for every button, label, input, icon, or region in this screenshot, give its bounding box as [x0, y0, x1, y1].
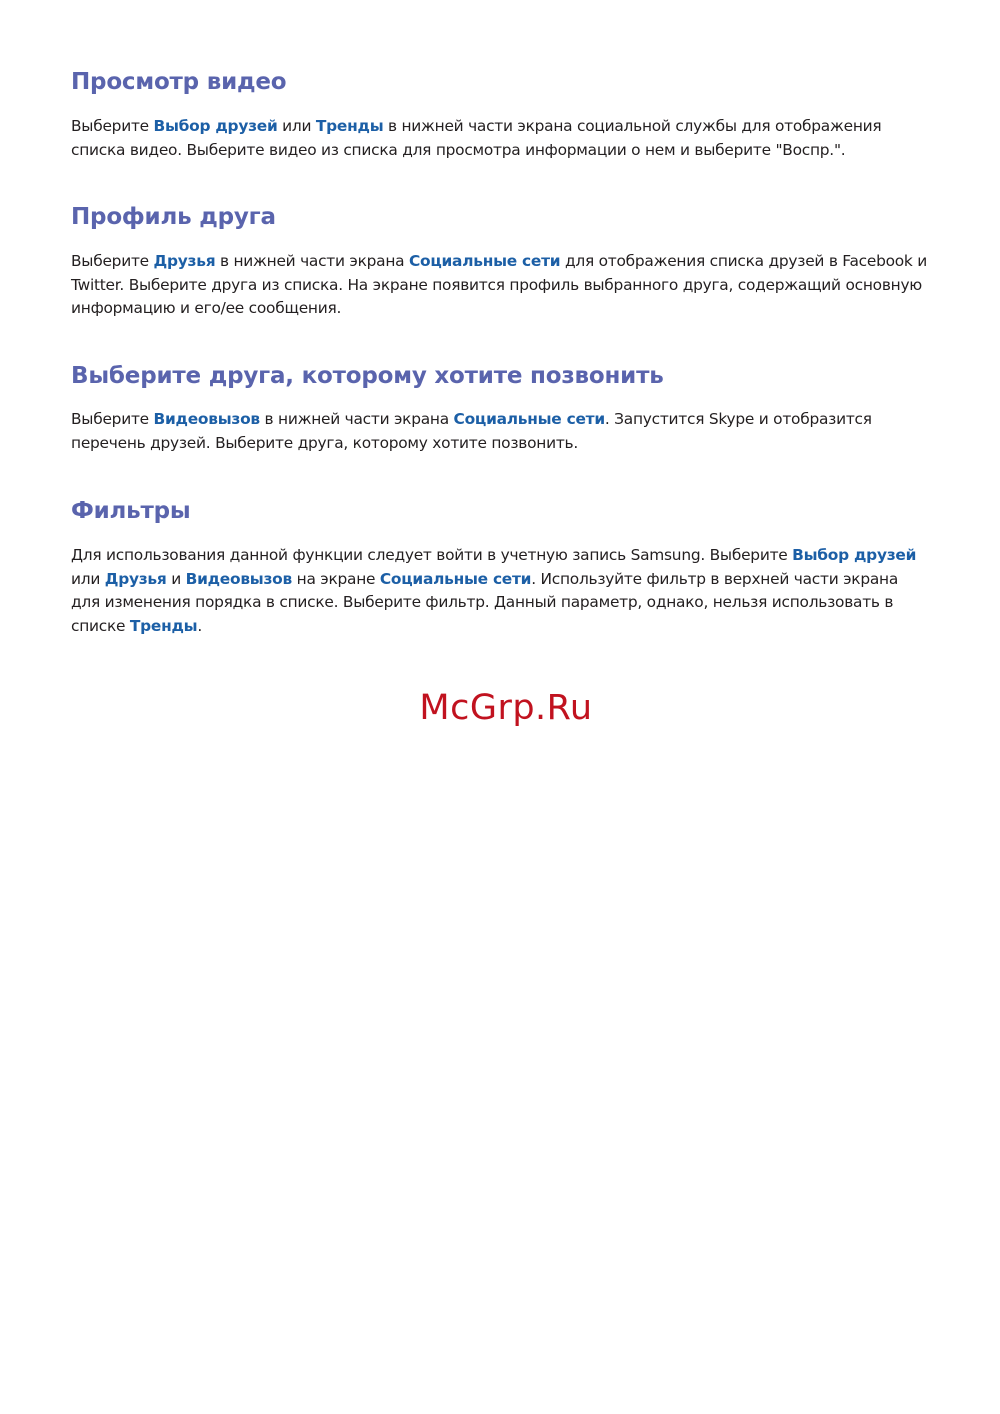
menu-term-friends-choice: Выбор друзей: [792, 546, 917, 564]
text-run: Выберите: [71, 117, 154, 135]
text-run: . Запустится Skype и отобразится перечень друзей. Выберите друга, которому хотите позвонить.: [71, 410, 872, 452]
section-heading: Фильтры: [71, 498, 191, 524]
text-run: для отображения списка друзей в Facebook и Twitter. Выберите друга из списка. На экране появится профиль выбранного друга, содержащий основную информацию и его/ее сообщения.: [71, 252, 927, 317]
menu-term-social-networks: Социальные сети: [409, 252, 561, 270]
section-friend-profile: [71, 203, 931, 321]
section-paragraph: [71, 115, 931, 162]
text-run: и: [166, 569, 186, 588]
text-run: в нижней части экрана социальной службы для отображения списка видео. Выберите видео из списка для просмотра информации о нем и выберите "Воспр.".: [71, 117, 882, 159]
text-run: Выберите: [71, 252, 154, 270]
text-run: в нижней части экрана: [215, 252, 409, 270]
menu-term-friends: Друзья: [104, 569, 167, 588]
section-filters: [71, 497, 931, 638]
text-run: или: [277, 117, 316, 135]
section-heading: Профиль друга: [71, 204, 276, 230]
text-run: . Используйте фильтр в верхней части экрана для изменения порядка в списке. Выберите фильтр. Данный параметр, однако, нельзя использовать в списке: [71, 569, 899, 635]
section-paragraph: [71, 408, 931, 455]
menu-term-friends: Друзья: [153, 252, 216, 270]
menu-term-social-networks: Социальные сети: [453, 410, 605, 428]
section-paragraph: [71, 250, 931, 321]
section-heading: Выберите друга, которому хотите позвонить: [71, 363, 664, 389]
text-run: или: [71, 569, 105, 588]
text-run: на экране: [291, 569, 380, 588]
text-run: Выберите: [71, 410, 154, 428]
menu-term-trends: Тренды: [129, 616, 198, 635]
menu-term-social-networks: Социальные сети: [379, 569, 532, 588]
section-paragraph: [71, 544, 931, 638]
menu-term-friends-choice: Выбор друзей: [153, 117, 278, 135]
menu-term-video-call: Видеовызов: [153, 410, 260, 428]
menu-term-trends: Тренды: [315, 117, 384, 135]
watermark-text: McGrp.Ru: [419, 688, 593, 728]
text-run: .: [197, 616, 202, 635]
text-run: в нижней части экрана: [259, 410, 454, 428]
section-call-friend: [71, 362, 931, 455]
menu-term-video-call: Видеовызов: [185, 569, 292, 588]
section-heading: Просмотр видео: [71, 69, 287, 95]
section-video-view: [71, 68, 931, 162]
text-run: Для использования данной функции следует войти в учетную запись Samsung. Выберите: [71, 546, 793, 564]
